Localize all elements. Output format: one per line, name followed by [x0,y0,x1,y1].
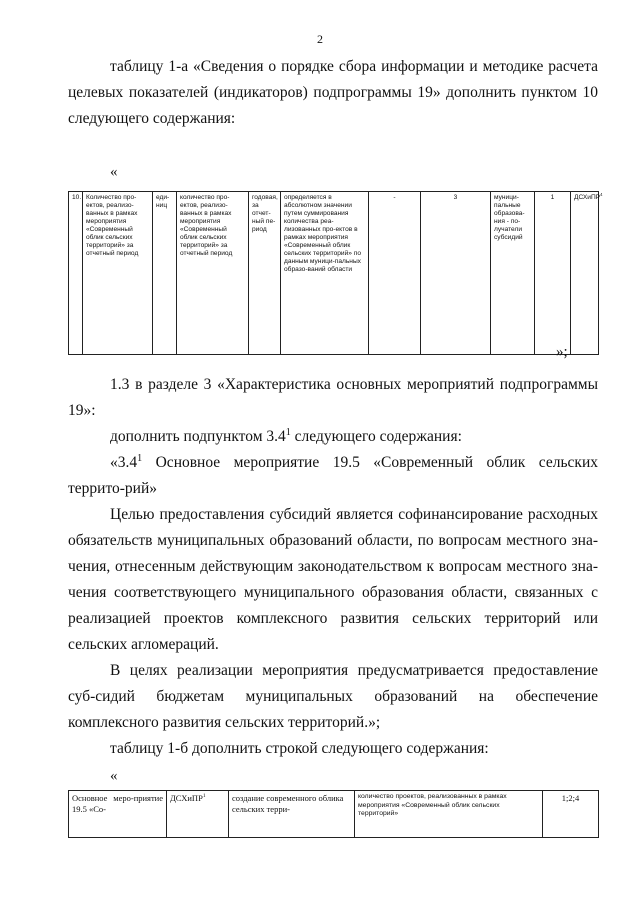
paragraph-1-3: 1.3 в разделе 3 «Характеристика основных мероприятий подпрограммы 19»: [68,376,598,419]
intro-paragraph: таблицу 1-а «Сведения о порядке сбора информации и методике расчета целевых показателей (индикаторов) подпрограммы 19» дополнить пунктом 10 следующего содержания: [68,58,598,127]
cell-method-code: 1 [535,192,571,355]
cell-responsible: ДСХиПР$^4$ [571,192,599,355]
table-row [69,192,599,355]
cell-indicator: количество проектов, реализованных в рамках мероприятия «Современный облик сельских территорий» [355,791,543,838]
quote-close: »; [556,344,568,360]
paragraph-table-1b: таблицу 1-б дополнить строкой следующего содержания: [110,740,489,757]
activity-table [68,790,599,838]
cell-indicator-name: Количество про-ектов, реализо-ванных в рамках мероприятия «Современный облик сельских территорий» за отчетный период [83,192,153,355]
page-number: 2 [317,32,323,46]
indicator-table [68,191,603,355]
paragraph-implementation: В целях реализации мероприятия предусматривается предоставление суб-сидий бюджетам муниципальных образований на обеспечение комплексного развития сельских территорий.»; [68,662,598,731]
cell-method: определяется в абсолютном значении путем суммирования количества реа-лизованных про-ектов в рамках мероприятия «Современный облик сельских территорий» по данным муници-пальных образо-ваний области [281,192,369,355]
cell-periodicity: годовая, за отчет-ный пе-риод [249,192,281,355]
cell-unit: еди-ниц [153,192,177,355]
paragraph-add-subsection: дополнить подпунктом $3.4^1$ следующего содержания: [110,426,462,445]
quote-open-2: « [110,768,118,784]
cell-number: 10. [69,192,83,355]
paragraph-goal: Целью предоставления субсидий является софинансирование расходных обязательств муниципальных образований области, по вопросам местного зна-чения, отнесенным действующим законодательством к вопросам местного зна-чения соответствующего муниципального образования области, связанных с реализацией проектов комплексного развития сельских территорий или сельских агломераций. [68,506,598,653]
cell-recipients: муници-пальные образова-ния - по-лучатели субсидий [491,192,535,355]
table-row [69,791,599,838]
cell-definition: количество про-ектов, реализо-ванных в рамках мероприятия «Современный облик сельских территорий» за отчетный период [177,192,249,355]
cell-value: 3 [421,192,491,355]
cell-result: создание современного облика сельских терри- [229,791,355,838]
quote-open: « [110,164,118,180]
cell-activity: Основное меро-приятие 19.5 «Со- [69,791,167,838]
paragraph-3-4: «$3.4^1$ Основное мероприятие 19.5 «Современный облик сельских террито-рий» [68,452,598,497]
cell-tasks: 1;2;4 [543,791,599,838]
cell-base: - [369,192,421,355]
cell-responsible: ДСХиПР$^1$ [167,791,229,838]
